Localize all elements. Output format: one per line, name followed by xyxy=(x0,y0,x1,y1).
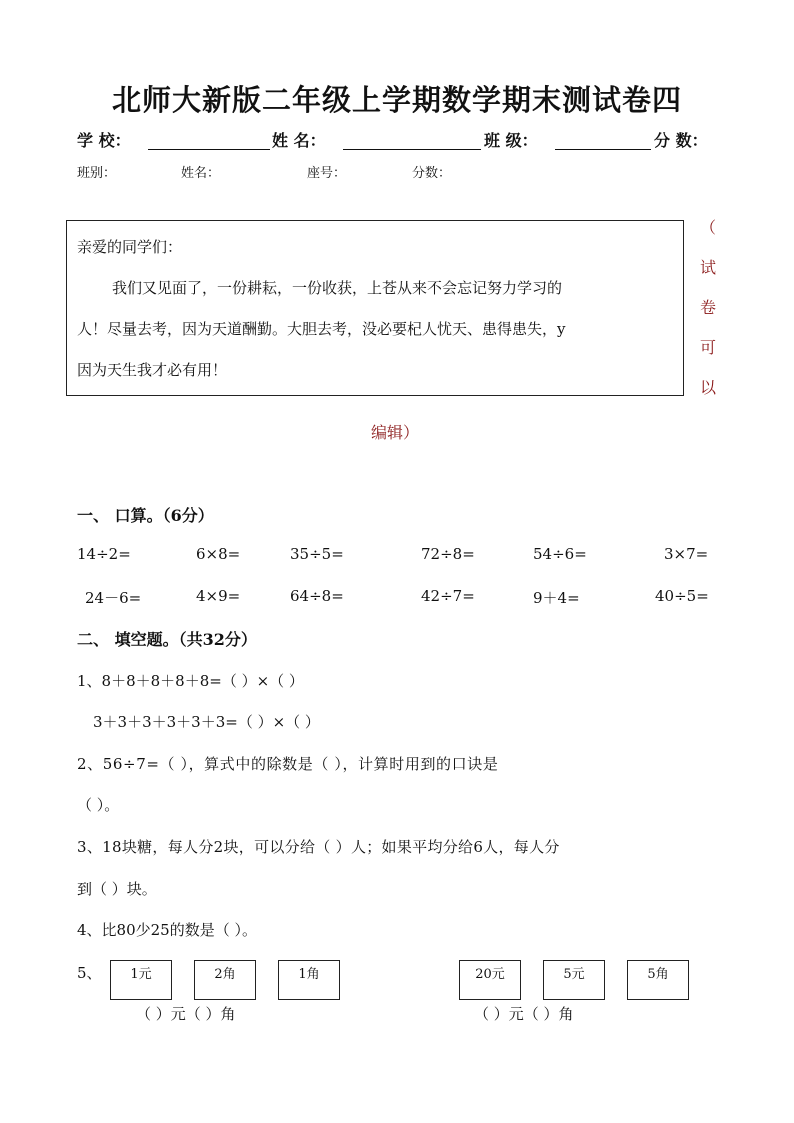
question-5-left-answer: （ ）元（ ）角 xyxy=(136,1005,236,1023)
money-box: 20元 xyxy=(459,960,521,1000)
side-note-char: （ xyxy=(699,218,716,237)
section2-heading: 二、 填空题。（共32分） xyxy=(77,630,257,649)
intro-line-1: 我们又见面了，一份耕耘，一份收获，上苍从来不会忘记努力学习的 xyxy=(112,279,563,297)
class-blank[interactable] xyxy=(555,131,651,150)
calc-item: 14÷2= xyxy=(77,545,131,563)
calc-item: 72÷8= xyxy=(421,545,475,563)
question-5-label: 5、 xyxy=(77,964,102,982)
school-label: 学 校： xyxy=(77,131,131,150)
question-4: 4、比80少25的数是（ ）。 xyxy=(77,921,257,939)
intro-greeting: 亲爱的同学们： xyxy=(77,238,183,256)
name-blank[interactable] xyxy=(343,131,481,150)
side-note-tail: 编辑） xyxy=(371,423,420,442)
question-3a: 3、18块糖，每人分2块，可以分给（ ）人；如果平均分给6人，每人分 xyxy=(77,838,560,856)
calc-item: 42÷7= xyxy=(421,587,475,605)
calc-item: 64÷8= xyxy=(290,587,344,605)
school-blank[interactable] xyxy=(148,131,270,150)
calc-item: 4×9= xyxy=(196,587,241,605)
question-1a: 1、8＋8＋8＋8＋8=（ ）×（ ） xyxy=(77,672,304,690)
sub-seat-label: 座号： xyxy=(307,166,347,181)
score-label: 分 数： xyxy=(654,131,708,150)
class-label: 班 级： xyxy=(484,131,538,150)
calc-item: 40÷5= xyxy=(655,587,709,605)
name-label: 姓 名： xyxy=(272,131,326,150)
sub-class-label: 班别： xyxy=(77,166,117,181)
intro-line-2: 人！尽量去考，因为天道酬勤。大胆去考，没必要杞人忧天、患得患失，y xyxy=(77,320,566,338)
money-box: 5角 xyxy=(627,960,689,1000)
page-title: 北师大新版二年级上学期数学期末测试卷四 xyxy=(111,83,682,117)
question-2a: 2、56÷7=（ ），算式中的除数是（ ），计算时用到的口诀是 xyxy=(77,755,499,773)
calc-item: 6×8= xyxy=(196,545,241,563)
money-box: 1角 xyxy=(278,960,340,1000)
question-3b: 到（ ）块。 xyxy=(77,880,157,898)
section1-heading: 一、 口算。（6分） xyxy=(77,506,214,525)
money-box: 5元 xyxy=(543,960,605,1000)
calc-item: 54÷6= xyxy=(533,545,587,563)
intro-line-3: 因为天生我才必有用！ xyxy=(77,361,228,379)
question-5-right-answer: （ ）元（ ）角 xyxy=(474,1005,574,1023)
question-1b: 3＋3＋3＋3＋3＋3=（ ）×（ ） xyxy=(93,713,320,731)
calc-item: 9＋4= xyxy=(533,589,580,607)
calc-item: 24－6= xyxy=(85,589,142,607)
calc-item: 35÷5= xyxy=(290,545,344,563)
sub-score-label: 分数： xyxy=(412,166,452,181)
calc-item: 3×7= xyxy=(664,545,709,563)
side-note-vertical xyxy=(697,208,719,408)
side-note-char: 以 xyxy=(699,378,716,397)
money-box: 1元 xyxy=(110,960,172,1000)
question-2b: （ ）。 xyxy=(77,796,120,814)
side-note-char: 可 xyxy=(699,338,716,357)
side-note-char: 试 xyxy=(699,258,716,277)
sub-name-label: 姓名： xyxy=(181,166,221,181)
money-box: 2角 xyxy=(194,960,256,1000)
side-note-char: 卷 xyxy=(699,298,716,317)
